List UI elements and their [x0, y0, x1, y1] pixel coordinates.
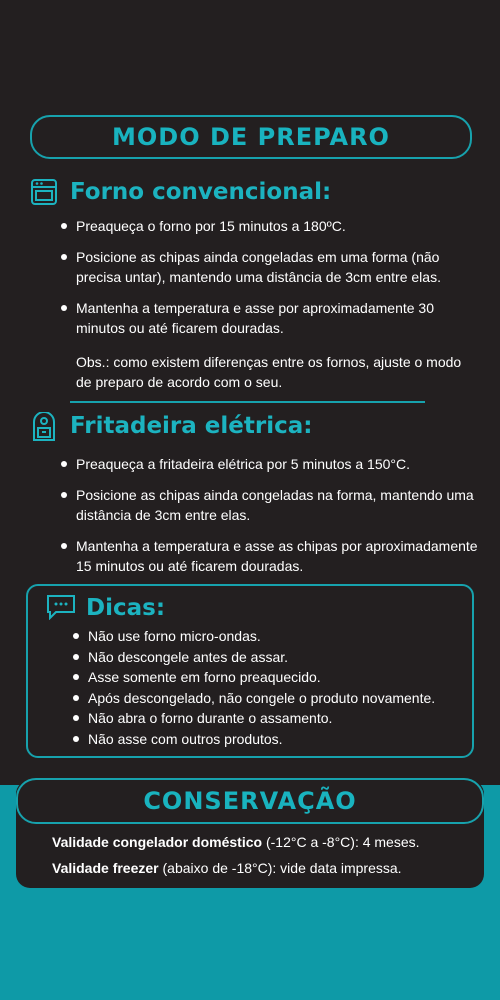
tips-list	[72, 626, 435, 750]
list-item: Preaqueça a fritadeira elétrica por 5 minutos a 150°C.	[60, 454, 480, 474]
fryer-section-header	[30, 412, 312, 440]
list-item: Não descongele antes de assar.	[72, 647, 435, 668]
conservation-line-2	[52, 858, 402, 878]
list-item: Posicione as chipas ainda congeladas em uma forma (não precisa untar), mantendo uma distância de 3cm entre elas.	[60, 247, 480, 287]
list-item: Após descongelado, não congele o produto novamente.	[72, 688, 435, 709]
oven-title: Forno convencional:	[70, 179, 332, 205]
conservation-label-2: Validade freezer	[52, 860, 159, 876]
conservation-label-1: Validade congelador doméstico	[52, 834, 263, 850]
tips-title: Dicas:	[86, 595, 166, 621]
chat-bubble-icon	[46, 594, 74, 622]
list-item: Mantenha a temperatura e asse as chipas por aproximadamente 15 minutos ou até ficarem douradas.	[60, 536, 480, 576]
fryer-title: Fritadeira elétrica:	[70, 413, 313, 439]
list-item: Asse somente em forno preaquecido.	[72, 667, 435, 688]
list-item: Posicione as chipas ainda congeladas na forma, mantendo uma distância de 3cm entre elas.	[60, 485, 480, 525]
list-item: Preaqueça o forno por 15 minutos a 180ºC.	[60, 216, 480, 236]
section-divider	[70, 401, 425, 403]
list-item: Não use forno micro-ondas.	[72, 626, 435, 647]
conservation-title: CONSERVAÇÃO	[143, 787, 357, 815]
oven-steps	[60, 216, 480, 349]
conservation-text-2: (abaixo de -18°C): vide data impressa.	[158, 860, 402, 876]
conservation-text-1: (-12°C a -8°C): 4 meses.	[262, 834, 420, 850]
page-title: MODO DE PREPARO	[112, 123, 390, 151]
fryer-steps	[60, 454, 480, 587]
conservation-pill	[16, 778, 484, 824]
air-fryer-icon	[30, 412, 58, 440]
oven-section-header	[30, 178, 331, 206]
oven-icon	[30, 178, 58, 206]
list-item: Mantenha a temperatura e asse por aproximadamente 30 minutos ou até ficarem douradas.	[60, 298, 480, 338]
list-item: Não asse com outros produtos.	[72, 729, 435, 750]
list-item: Não abra o forno durante o assamento.	[72, 708, 435, 729]
tips-header	[46, 594, 165, 622]
conservation-line-1	[52, 832, 420, 852]
header-pill	[30, 115, 472, 159]
oven-note: Obs.: como existem diferenças entre os fornos, ajuste o modo de preparo de acordo com o seu.	[76, 354, 462, 390]
